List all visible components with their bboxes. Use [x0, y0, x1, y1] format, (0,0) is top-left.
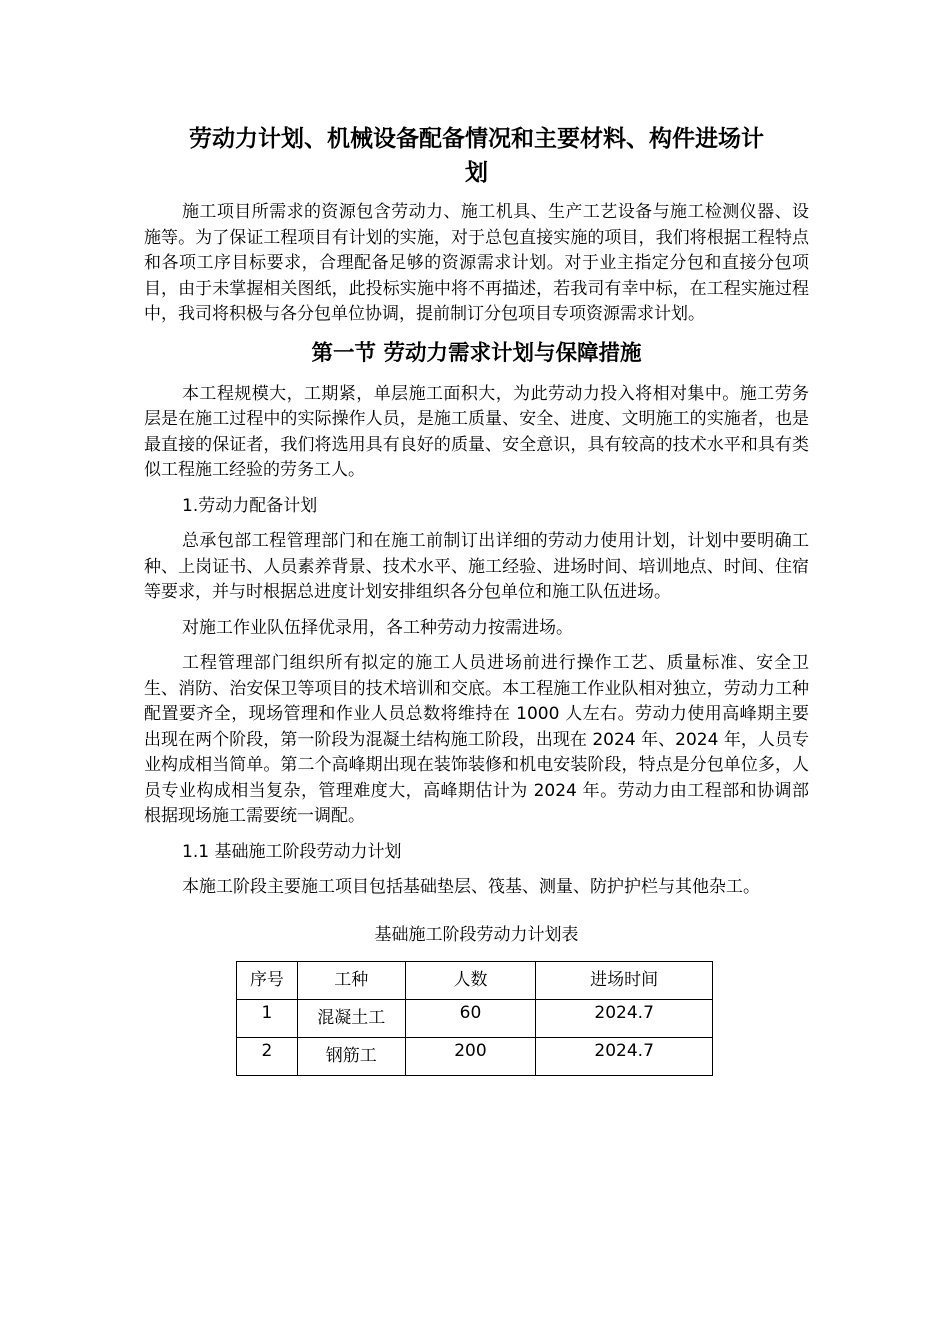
intro-paragraph: 施工项目所需求的资源包含劳动力、施工机具、生产工艺设备与施工检测仪器、设施等。为了保证工程项目有计划的实施，对于总包直接实施的项目，我们将根据工程特点和各项工序目标要求，合理配备足够的资源需求计划。对于业主指定分包和直接分包项目，由于未掌握相关图纸，此投标实施中将不再描述，若我司有幸中标，在工程实施过程中，我司将积极与各分包单位协调，提前制订分包项目专项资源需求计划。 [144, 202, 809, 324]
header-cell: 人数 [405, 961, 536, 999]
subheading-labor-plan: 1.劳动力配备计划 [182, 495, 318, 516]
table-cell: 2 [237, 1037, 298, 1075]
header-cell: 工种 [297, 961, 405, 999]
section-heading: 第一节 劳动力需求计划与保障措施 [311, 340, 642, 366]
table-cell: 2024.7 [536, 999, 713, 1037]
table-cell: 1 [237, 999, 298, 1037]
selection-paragraph: 对施工作业队伍择优录用，各工种劳动力按需进场。 [182, 617, 573, 638]
table-cell: 钢筋工 [297, 1037, 405, 1075]
section-paragraph: 本工程规模大，工期紧，单层施工面积大，为此劳动力投入将相对集中。施工劳务层是在施工过程中的实际操作人员，是施工质量、安全、进度、文明施工的实施者，也是最直接的保证者，我们将选用具有良好的质量、安全意识，具有较高的技术水平和具有类似工程施工经验的劳务工人。 [144, 383, 809, 480]
header-cell: 进场时间 [536, 961, 713, 999]
table-cell: 2024.7 [536, 1037, 713, 1075]
document-page [144, 122, 809, 1076]
header-cell: 序号 [237, 961, 298, 999]
plan-paragraph: 总承包部工程管理部门和在施工前制订出详细的劳动力使用计划，计划中要明确工种、上岗证书、人员素养背景、技术水平、施工经验、进场时间、培训地点、时间、住宿等要求，并与时根据总进度计划安排组织各分包单位和施工队伍进场。 [144, 531, 809, 602]
title-line-1: 劳动力计划、机械设备配备情况和主要材料、构件进场计 [189, 126, 764, 152]
title-line-2: 划 [465, 160, 488, 186]
table-row [237, 999, 713, 1037]
table-row [237, 1037, 713, 1075]
subheading-foundation-plan: 1.1 基础施工阶段劳动力计划 [182, 841, 402, 862]
table-cell: 混凝土工 [297, 999, 405, 1037]
table-header-row [237, 961, 713, 999]
table-cell: 60 [405, 999, 536, 1037]
labor-plan-table [236, 961, 713, 1076]
table-cell: 200 [405, 1037, 536, 1075]
foundation-paragraph: 本施工阶段主要施工项目包括基础垫层、筏基、测量、防护护栏与其他杂工。 [182, 877, 760, 897]
training-paragraph: 工程管理部门组织所有拟定的施工人员进场前进行操作工艺、质量标准、安全卫生、消防、治安保卫等项目的技术培训和交底。本工程施工作业队相对独立，劳动力工种配置要齐全，现场管理和作业人员总数将维持在 1000 人左右。劳动力使用高峰期主要出现在两个阶段，第一阶段为混凝土结构施工阶段，出现在 2024 年、2024 年，人员专业构成相当简单。第二个高峰期出现在装饰装修和机电安装阶段，特点是分包单位多，人员专业构成相当复杂，管理难度大，高峰期估计为 2024 年。劳动力由工程部和协调部根据现场施工需要统一调配。 [144, 653, 809, 826]
table-caption: 基础施工阶段劳动力计划表 [374, 924, 579, 945]
document-title [144, 122, 809, 190]
